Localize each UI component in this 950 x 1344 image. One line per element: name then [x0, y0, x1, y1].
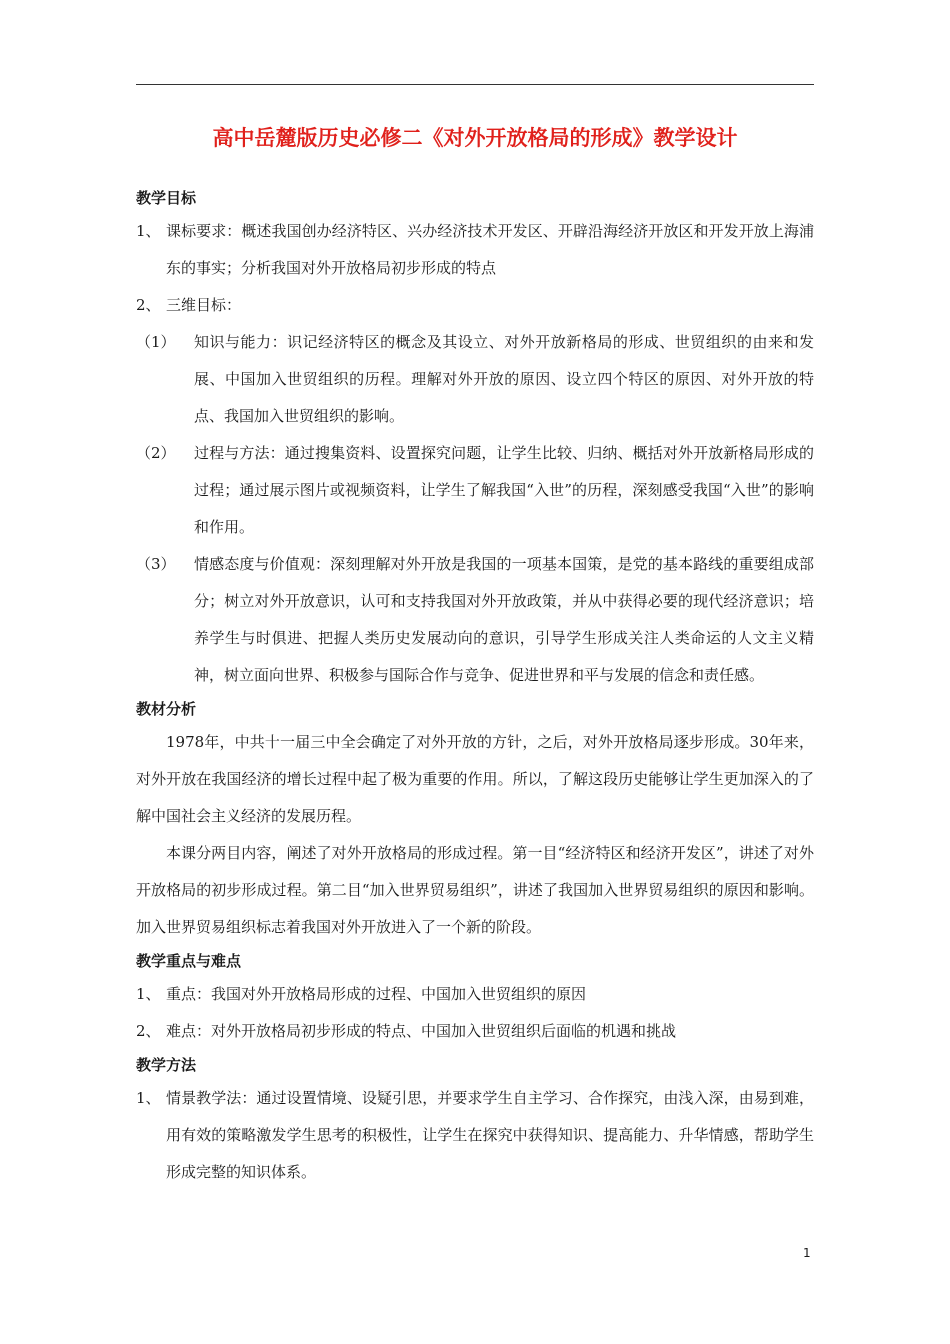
section-heading-keypoints: 教学重点与难点	[136, 952, 242, 970]
list-text: 情景教学法：通过设置情境、设疑引思，并要求学生自主学习、合作探究，由浅入深，由易到难，用有效的策略激发学生思考的积极性，让学生在探究中获得知识、提高能力、升华情感，帮助学生形成完整的知识体系。	[166, 1089, 814, 1181]
document-body	[136, 183, 814, 1191]
list-number: 2、	[136, 296, 161, 314]
list-number: 2、	[136, 1022, 161, 1040]
section-heading-objectives: 教学目标	[136, 189, 197, 207]
section-heading-methods: 教学方法	[136, 1056, 197, 1074]
list-number: 1、	[136, 985, 161, 1003]
list-item	[136, 1080, 814, 1191]
sub-list-text: 情感态度与价值观：深刻理解对外开放是我国的一项基本国策，是党的基本路线的重要组成部分；树立对外开放意识，认可和支持我国对外开放政策，并从中获得必要的现代经济意识；培养学生与时俱进、把握人类历史发展动向的意识，引导学生形成关注人类命运的人文主义精神，树立面向世界、积极参与国际合作与竞争、促进世界和平与发展的信念和责任感。	[194, 555, 814, 684]
list-text: 难点：对外开放格局初步形成的特点、中国加入世贸组织后面临的机遇和挑战	[166, 1022, 677, 1040]
list-item	[136, 1013, 814, 1050]
list-text: 课标要求：概述我国创办经济特区、兴办经济技术开发区、开辟沿海经济开放区和开发开放上海浦东的事实；分析我国对外开放格局初步形成的特点	[166, 222, 814, 277]
sub-list-item	[136, 435, 814, 546]
sub-list-text: 过程与方法：通过搜集资料、设置探究问题，让学生比较、归纳、概括对外开放新格局形成的过程；通过展示图片或视频资料，让学生了解我国“入世”的历程，深刻感受我国“入世”的影响和作用。	[194, 444, 814, 536]
list-text: 重点：我国对外开放格局形成的过程、中国加入世贸组织的原因	[166, 985, 587, 1003]
sub-list-number: （3）	[136, 555, 176, 573]
list-item	[136, 976, 814, 1013]
sub-list-number: （2）	[136, 444, 176, 462]
paragraph: 1978年，中共十一届三中全会确定了对外开放的方针，之后，对外开放格局逐步形成。30年来，对外开放在我国经济的增长过程中起了极为重要的作用。所以，了解这段历史能够让学生更加深入的了解中国社会主义经济的发展历程。	[136, 733, 814, 825]
document-title: 高中岳麓版历史必修二《对外开放格局的形成》教学设计	[212, 125, 738, 150]
sub-list-text: 知识与能力：识记经济特区的概念及其设立、对外开放新格局的形成、世贸组织的由来和发展、中国加入世贸组织的历程。理解对外开放的原因、设立四个特区的原因、对外开放的特点、我国加入世贸组织的影响。	[194, 333, 814, 425]
list-number: 1、	[136, 222, 161, 240]
section-heading-analysis: 教材分析	[136, 700, 197, 718]
list-number: 1、	[136, 1089, 161, 1107]
paragraph: 本课分两目内容，阐述了对外开放格局的形成过程。第一目“经济特区和经济开发区”，讲述了对外开放格局的初步形成过程。第二目“加入世界贸易组织”，讲述了我国加入世界贸易组织的原因和影响。加入世界贸易组织标志着我国对外开放进入了一个新的阶段。	[136, 844, 814, 936]
list-text: 三维目标：	[166, 296, 242, 314]
header-rule	[136, 84, 814, 85]
sub-list-item	[136, 324, 814, 435]
sub-list-number: （1）	[136, 333, 176, 351]
sub-list-item	[136, 546, 814, 694]
list-item	[136, 287, 814, 324]
list-item	[136, 213, 814, 287]
page-number: 1	[803, 1246, 811, 1260]
